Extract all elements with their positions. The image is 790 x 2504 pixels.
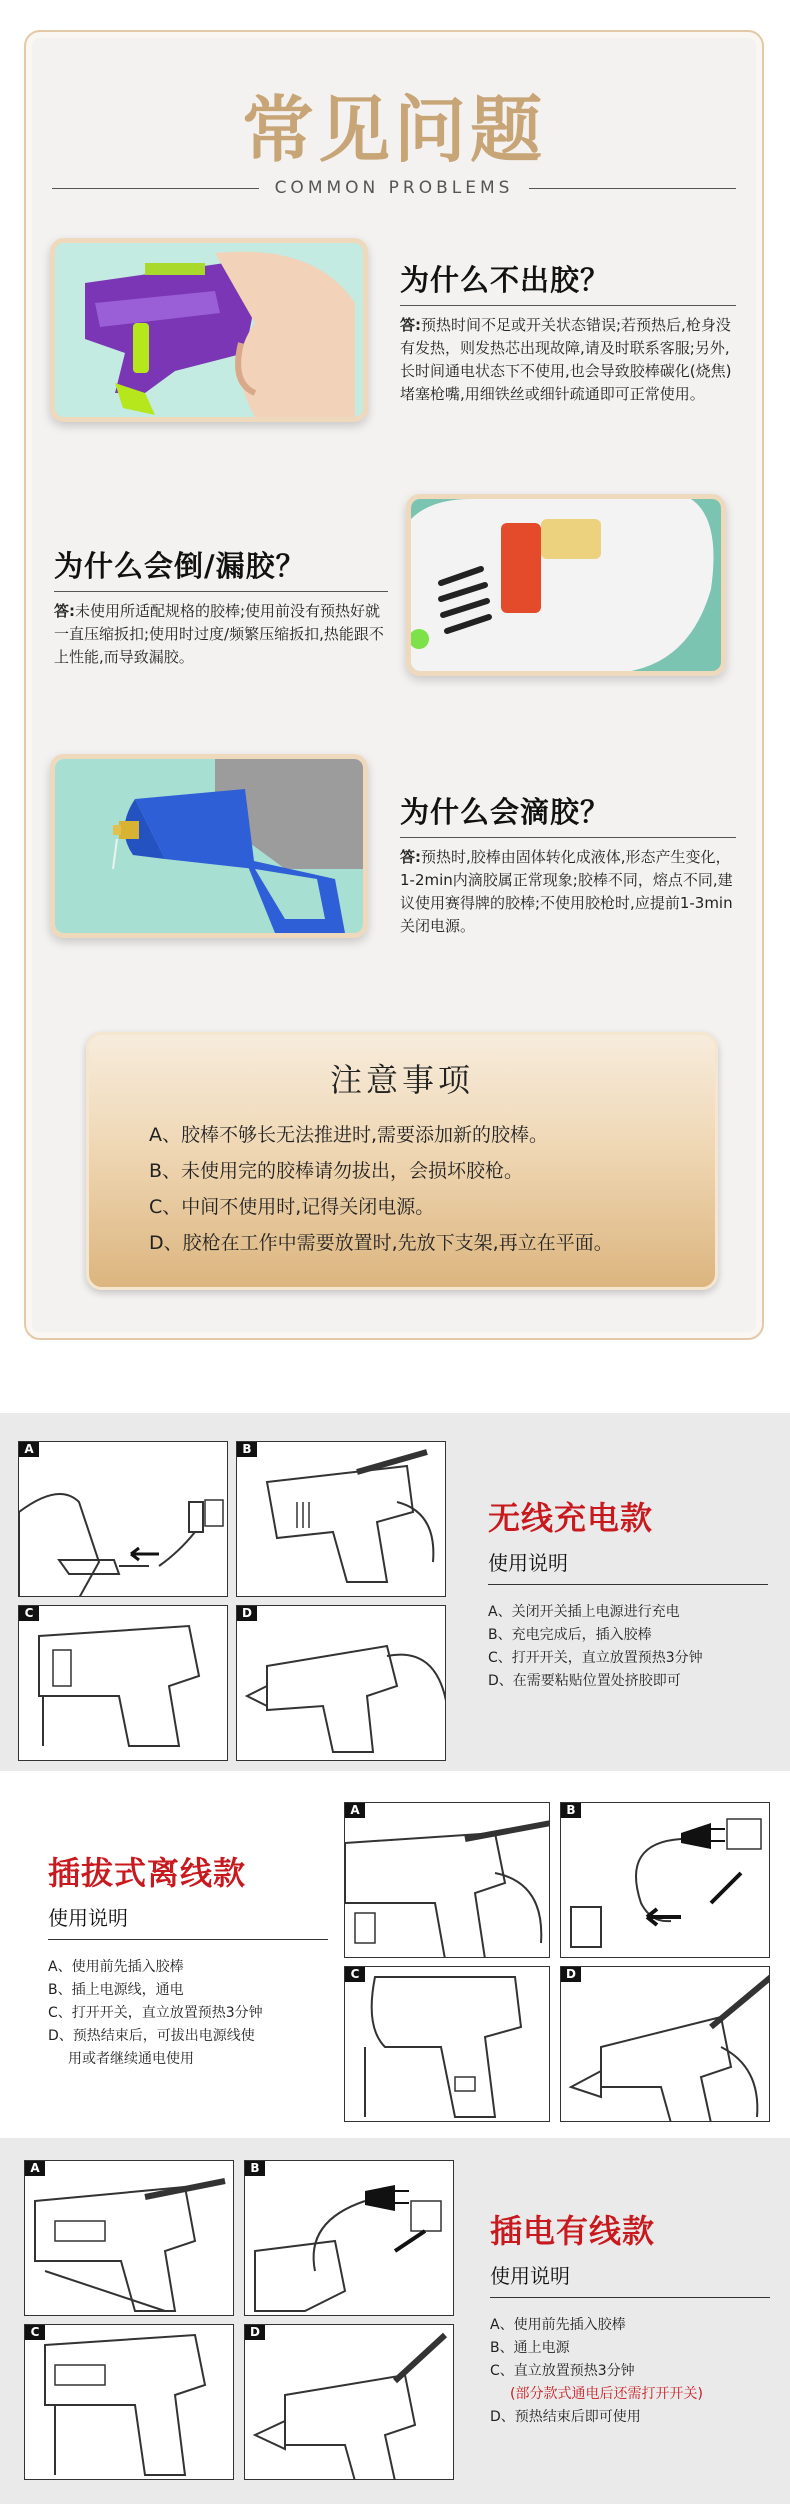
step-illustration-b <box>244 2160 454 2316</box>
divider <box>488 1584 768 1585</box>
step-illustration-c <box>18 1605 228 1761</box>
answer-text: 未使用所适配规格的胶棒;使用前没有预热好就一直压缩扳扣;使用时过度/频繁压缩扳扣,热能跟不上性能,而导致漏胶。 <box>54 602 384 666</box>
model-subtitle: 使用说明 <box>48 1906 128 1930</box>
glue-gun-insert-stick-icon <box>345 1803 550 1958</box>
model-wireless <box>0 1413 790 1771</box>
faq-subtitle-row <box>52 176 736 200</box>
model-info <box>488 1493 768 1693</box>
step-item-note: (部分款式通电后还需打开开关) <box>510 2386 703 2402</box>
glue-gun-charging-icon <box>19 1442 228 1597</box>
notice-box <box>86 1032 718 1290</box>
photo-purple-glue-gun <box>50 238 368 422</box>
question-title: 为什么会倒/漏胶？ <box>54 544 388 592</box>
step-item: 用或者继续通电使用 <box>68 2051 194 2067</box>
step-item: B、充电完成后，插入胶棒 <box>488 1627 652 1643</box>
step-illustration-c <box>24 2324 234 2480</box>
step-item: D、预热结束后，可拔出电源线使 <box>48 2028 255 2044</box>
question-2 <box>54 544 388 669</box>
step-illustration-a <box>344 1802 550 1958</box>
faq-title: 常见问题 <box>241 88 546 172</box>
step-tag: D <box>245 2325 265 2340</box>
step-illustration-b <box>236 1441 446 1597</box>
step-item: A、关闭开关插上电源进行充电 <box>488 1604 680 1620</box>
question-title: 为什么会滴胶？ <box>400 790 736 838</box>
question-answer <box>54 600 388 669</box>
model-corded <box>0 2138 790 2504</box>
step-item: C、打开开关，直立放置预热3分钟 <box>48 2005 263 2021</box>
plug-power-cable-icon <box>245 2161 454 2316</box>
step-illustration-d <box>236 1605 446 1761</box>
answer-label: 答: <box>54 602 75 620</box>
glue-gun-standing-icon <box>25 2325 234 2480</box>
step-illustration-d <box>244 2324 454 2480</box>
glue-gun-insert-stick-icon <box>237 1442 446 1597</box>
answer-text: 预热时间不足或开关状态错误;若预热后,枪身没有发热，则发热芯出现故障,请及时联系客服;另外,长时间通电状态下不使用,也会导致胶棒碳化(烧焦)堵塞枪嘴,用细铁丝或细针疏通即可正常使用。 <box>400 316 732 403</box>
divider <box>52 188 259 189</box>
glue-gun-use-icon <box>245 2325 454 2480</box>
step-tag: D <box>237 1606 257 1621</box>
question-title: 为什么不出胶？ <box>400 258 736 306</box>
model-info <box>48 1848 328 2071</box>
notice-item: A、胶棒不够长无法推进时,需要添加新的胶棒。 <box>149 1124 549 1146</box>
notice-list <box>149 1117 613 1261</box>
question-answer <box>400 314 736 406</box>
step-item: D、预热结束后即可使用 <box>490 2409 641 2425</box>
step-illustration-a <box>18 1441 228 1597</box>
step-tag: A <box>25 2161 45 2176</box>
step-illustration-d <box>560 1966 770 2122</box>
step-tag: C <box>25 2325 45 2340</box>
step-tag: A <box>19 1442 39 1457</box>
step-list <box>490 2314 770 2429</box>
step-tag: D <box>561 1967 581 1982</box>
photo-blue-nozzle <box>50 754 368 938</box>
glue-gun-use-icon <box>237 1606 446 1761</box>
answer-label: 答: <box>400 316 421 334</box>
step-tag: C <box>19 1606 39 1621</box>
glue-gun-insert-stick-icon <box>25 2161 234 2316</box>
notice-title: 注意事项 <box>329 1061 474 1099</box>
model-pluggable <box>0 1786 790 2126</box>
question-3 <box>400 790 736 938</box>
notice-item: C、中间不使用时,记得关闭电源。 <box>149 1196 435 1218</box>
glue-gun-standing-icon <box>345 1967 550 2122</box>
glue-gun-use-icon <box>561 1967 770 2122</box>
step-tag: A <box>345 1803 365 1818</box>
faq-subtitle: COMMON PROBLEMS <box>274 178 514 198</box>
divider <box>529 188 736 189</box>
faq-card <box>24 30 764 1340</box>
question-answer <box>400 846 736 938</box>
step-item: B、插上电源线，通电 <box>48 1982 184 1998</box>
step-illustration-c <box>344 1966 550 2122</box>
question-1 <box>400 258 736 406</box>
step-tag: B <box>561 1803 581 1818</box>
step-tag: C <box>345 1967 365 1982</box>
step-illustration-b <box>560 1802 770 1958</box>
model-info <box>490 2206 770 2429</box>
answer-label: 答: <box>400 848 421 866</box>
answer-text: 预热时,胶棒由固体转化成液体,形态产生变化，1-2min内滴胶属正常现象;胶棒不同，熔点不同,建议使用赛得牌的胶棒;不使用胶枪时,应提前1-3min关闭电源。 <box>400 848 733 935</box>
divider <box>490 2297 770 2298</box>
plug-power-cable-icon <box>561 1803 770 1958</box>
step-tag: B <box>237 1442 257 1457</box>
step-item: B、通上电源 <box>490 2340 570 2356</box>
step-item: D、在需要粘贴位置处挤胶即可 <box>488 1673 681 1689</box>
notice-item: B、未使用完的胶棒请勿拔出，会损坏胶枪。 <box>149 1160 524 1182</box>
model-title: 插电有线款 <box>490 2212 656 2250</box>
step-list <box>488 1601 768 1693</box>
model-subtitle: 使用说明 <box>488 1551 568 1575</box>
step-item: A、使用前先插入胶棒 <box>48 1959 184 1975</box>
model-title: 无线充电款 <box>488 1499 654 1537</box>
model-subtitle: 使用说明 <box>490 2264 570 2288</box>
notice-item: D、胶枪在工作中需要放置时,先放下支架,再立在平面。 <box>149 1232 613 1254</box>
step-tag: B <box>245 2161 265 2176</box>
step-item: C、直立放置预热3分钟 <box>490 2363 635 2379</box>
photo-white-glue-gun <box>406 494 726 676</box>
step-item: C、打开开关，直立放置预热3分钟 <box>488 1650 703 1666</box>
step-illustration-a <box>24 2160 234 2316</box>
glue-gun-switch-on-icon <box>19 1606 228 1761</box>
step-list <box>48 1956 328 2071</box>
step-item: A、使用前先插入胶棒 <box>490 2317 626 2333</box>
model-title: 插拔式离线款 <box>48 1854 247 1892</box>
divider <box>48 1939 328 1940</box>
